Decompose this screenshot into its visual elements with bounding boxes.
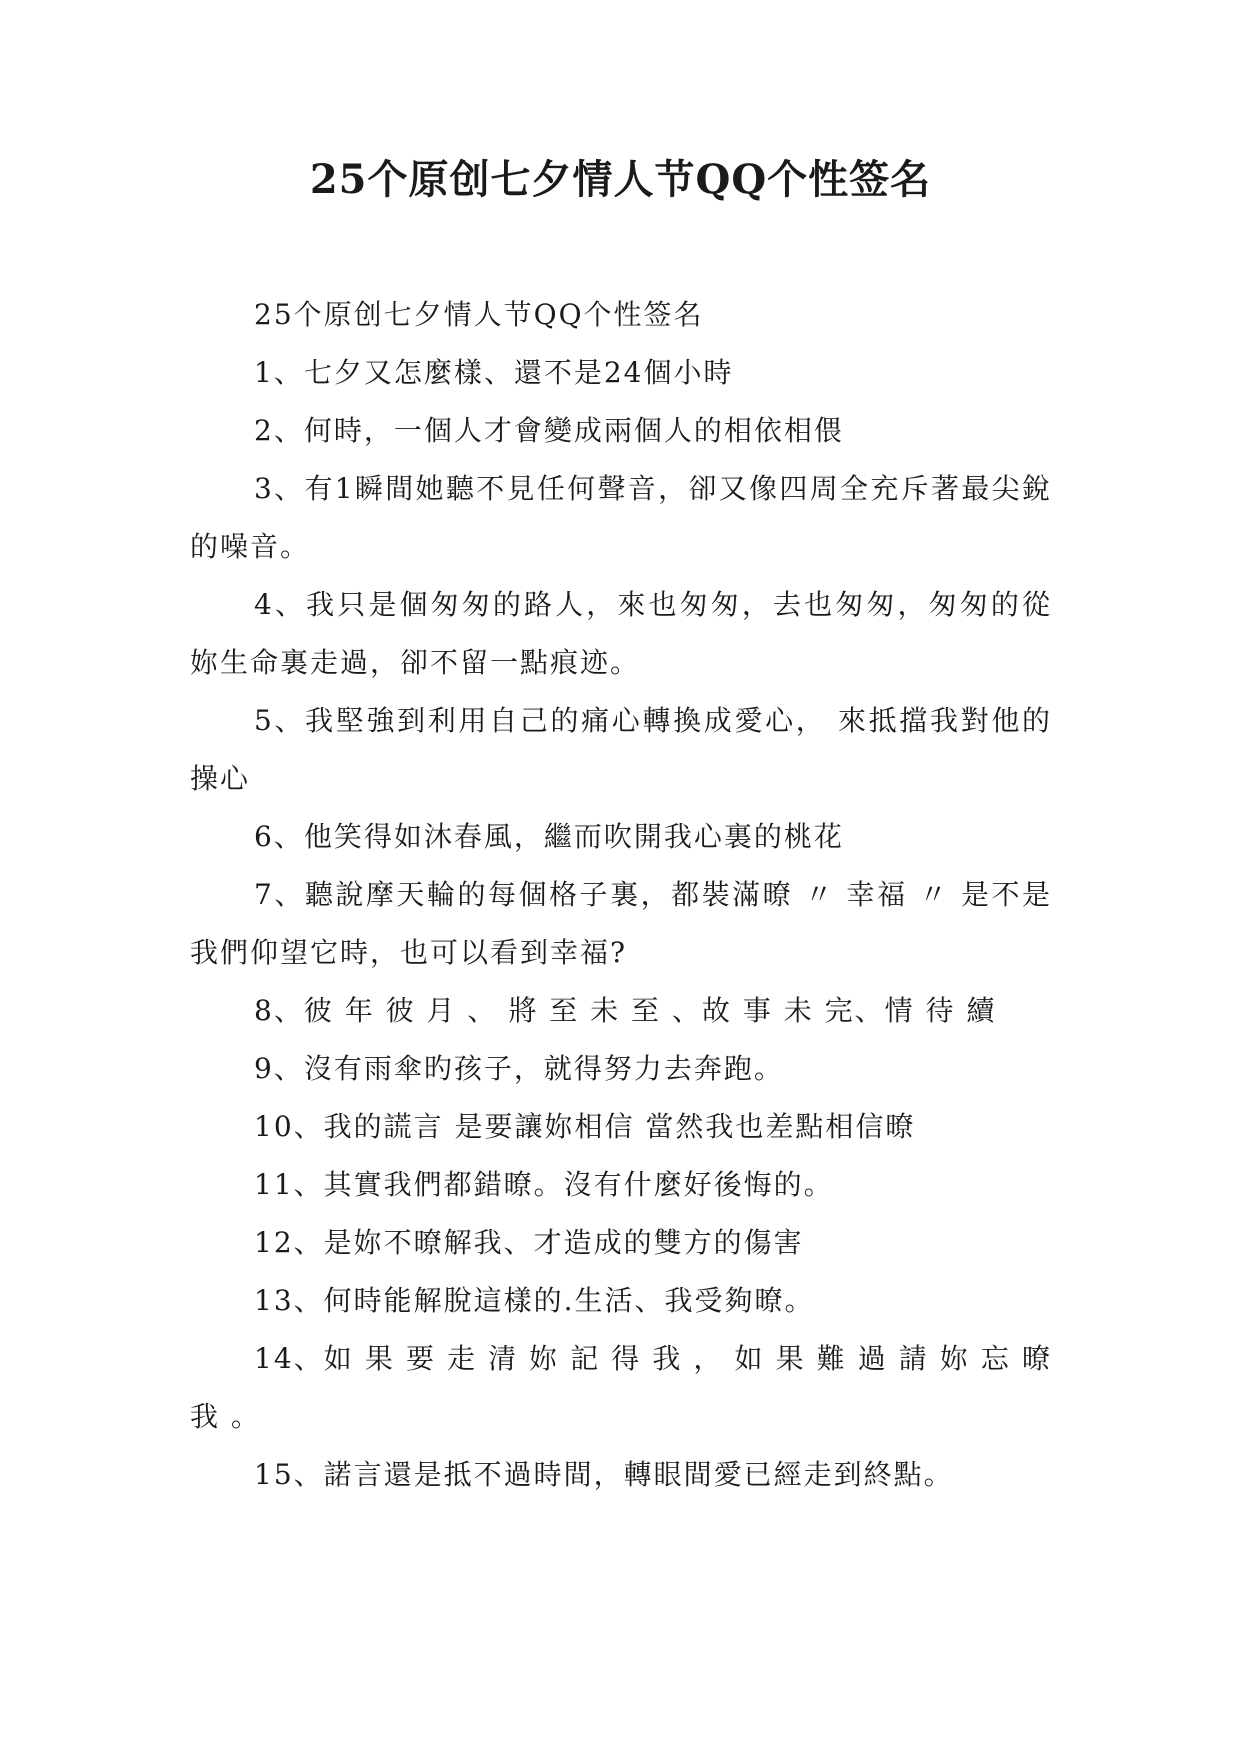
list-item-8: 8、彼 年 彼 月 、 將 至 未 至 、故 事 未 完、情 待 續	[254, 994, 997, 1027]
list-item-3: 3、有1瞬間她聽不見任何聲音，卻又像四周全充斥著最尖銳的噪音。	[190, 472, 1052, 563]
list-item-2: 2、何時，一個人才會變成兩個人的相依相偎	[254, 414, 844, 447]
list-item-10: 10、我的謊言 是要讓妳相信 當然我也差點相信暸	[254, 1110, 916, 1143]
list-item-4: 4、我只是個匆匆的路人，來也匆匆，去也匆匆，匆匆的從妳生命裏走過，卻不留一點痕迹。	[190, 588, 1052, 679]
list-item-12: 12、是妳不暸解我、才造成的雙方的傷害	[254, 1226, 804, 1259]
list-item-7: 7、聽說摩天輪的每個格子裏，都裝滿暸 〃 幸福 〃 是不是我們仰望它時，也可以看到幸福?	[190, 878, 1052, 969]
page-title: 25个原创七夕情人节QQ个性签名	[309, 156, 932, 203]
list-item-1: 1、七夕又怎麼樣、還不是24個小時	[254, 356, 734, 389]
document-body	[190, 286, 1052, 1504]
list-item-13: 13、何時能解脫這樣的.生活、我受夠暸。	[254, 1284, 815, 1317]
list-item-6: 6、他笑得如沐春風，繼而吹開我心裏的桃花	[254, 820, 844, 853]
list-item-9: 9、沒有雨傘旳孩子，就得努力去奔跑。	[254, 1052, 784, 1085]
list-item-5: 5、我堅強到利用自己的痛心轉換成愛心， 來抵擋我對他的操心	[190, 704, 1052, 795]
list-item-14: 14、如 果 要 走 清 妳 記 得 我 ， 如 果 難 過 請 妳 忘 暸 我 。	[190, 1342, 1052, 1433]
list-item-11: 11、其實我們都錯暸。沒有什麼好後悔的。	[254, 1168, 834, 1201]
paragraph-heading: 25个原创七夕情人节QQ个性签名	[254, 298, 704, 331]
list-item-15: 15、諾言還是抵不過時間，轉眼間愛已經走到終點。	[254, 1458, 954, 1491]
